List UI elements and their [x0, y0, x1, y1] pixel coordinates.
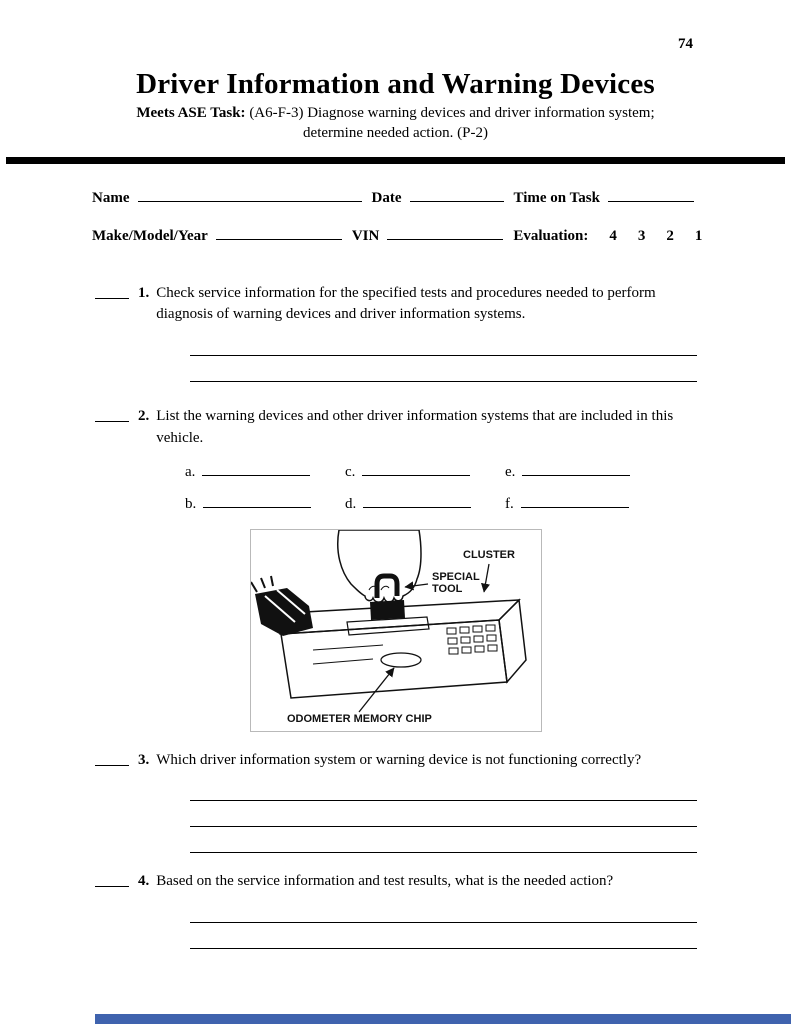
time-on-task-blank — [608, 188, 694, 202]
sub-blank-d — [345, 494, 505, 513]
form-row-identity — [92, 188, 697, 207]
name-label: Name — [92, 189, 130, 206]
answer-line — [190, 330, 697, 356]
question-2-number: 2. — [138, 408, 150, 425]
sub-blank-label: b. — [185, 495, 197, 512]
odometer-label: ODOMETER MEMORY CHIP — [286, 712, 432, 725]
evaluation-value-2: 2 — [666, 227, 674, 244]
sub-blank-e — [505, 462, 665, 481]
question-1-text: Check service information for the specified tests and procedures needed to perform diagnosis of warning devices and driver information systems. — [156, 284, 656, 323]
answer-line — [190, 801, 697, 827]
sub-blank-a — [185, 462, 345, 481]
question-4-text: Based on the service information and test results, what is the needed action? — [156, 873, 614, 890]
ase-task-note — [0, 104, 791, 144]
question-1-grade-blank — [95, 283, 129, 299]
vin-label: VIN — [351, 227, 380, 244]
bottom-page-edge — [95, 1014, 791, 1024]
question-2-text: List the warning devices and other driver information systems that are included in this vehicle. — [156, 408, 674, 446]
question-3-grade-blank — [95, 750, 129, 766]
question-4-answers — [190, 897, 697, 949]
answer-line — [190, 897, 697, 923]
answer-line — [190, 827, 697, 853]
sub-blank-line — [203, 494, 311, 508]
answer-line — [190, 923, 697, 949]
question-4-number: 4. — [138, 873, 150, 890]
sub-blank-line — [522, 462, 630, 476]
evaluation-value-3: 3 — [637, 227, 646, 244]
cluster-buttons-graphic — [447, 625, 497, 654]
evaluation-value-1: 1 — [694, 227, 703, 244]
sub-blank-line — [362, 462, 470, 476]
question-1-number: 1. — [138, 284, 150, 301]
header-rule — [6, 157, 785, 164]
sub-blank-label: e. — [505, 463, 516, 480]
sub-blank-label: c. — [345, 463, 356, 480]
date-blank — [410, 188, 504, 202]
vin-blank — [387, 226, 503, 240]
date-label: Date — [371, 189, 402, 206]
sub-blank-label: a. — [185, 463, 196, 480]
special-tool-label-line1: SPECIAL — [431, 570, 480, 583]
odometer-chip-location — [381, 653, 421, 667]
question-2-grade-blank — [95, 406, 129, 422]
ase-task-text-line2: determine needed action. (P-2) — [303, 124, 488, 141]
evaluation-value-4: 4 — [609, 227, 617, 244]
cluster-illustration — [251, 530, 541, 726]
question-3-number: 3. — [138, 751, 150, 768]
question-3 — [95, 750, 697, 772]
sub-blank-line — [521, 494, 629, 508]
answer-line — [190, 356, 697, 382]
question-4-grade-blank — [95, 871, 129, 887]
sub-blank-line — [202, 462, 310, 476]
question-2-sub-blanks — [185, 462, 791, 513]
form-row-vehicle — [92, 226, 703, 245]
connector-graphic — [251, 576, 313, 636]
make-model-year-label: Make/Model/Year — [92, 227, 208, 244]
page-number: 74 — [678, 36, 693, 52]
sub-blank-label: f. — [505, 495, 514, 512]
cluster-label: CLUSTER — [462, 548, 515, 561]
ase-task-text: (A6-F-3) Diagnose warning devices and driver information system; — [249, 105, 655, 121]
sub-blank-c — [345, 462, 505, 481]
question-1 — [95, 283, 697, 327]
sub-blank-f — [505, 494, 665, 513]
name-blank — [138, 188, 362, 202]
ase-task-label: Meets ASE Task: — [136, 105, 246, 121]
question-4 — [95, 871, 697, 893]
question-1-answers — [190, 330, 697, 382]
time-on-task-label: Time on Task — [513, 189, 600, 206]
question-3-text: Which driver information system or warning device is not functioning correctly? — [156, 751, 642, 768]
special-tool-label-line2: TOOL — [431, 582, 462, 595]
sub-blank-line — [363, 494, 471, 508]
make-model-year-blank — [216, 226, 342, 240]
sub-blank-label: d. — [345, 495, 357, 512]
question-3-answers — [190, 775, 697, 853]
page-title: Driver Information and Warning Devices — [136, 68, 655, 100]
question-2 — [95, 406, 697, 450]
answer-line — [190, 775, 697, 801]
evaluation-label: Evaluation: — [513, 227, 589, 244]
cluster-figure — [250, 529, 542, 732]
sub-blank-b — [185, 494, 345, 513]
